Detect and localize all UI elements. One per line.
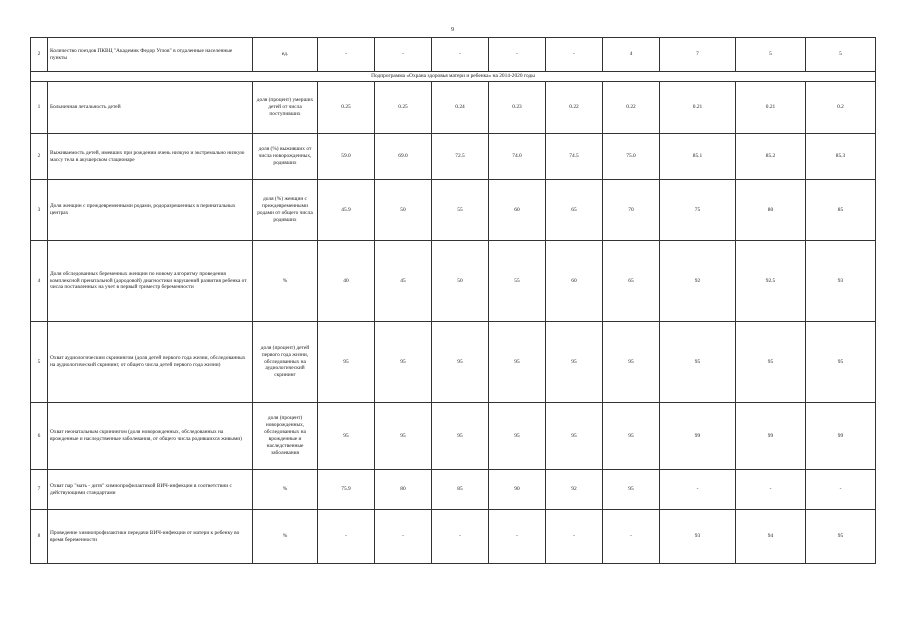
value-cell: 85.2 [736, 134, 806, 180]
value-cell: 75 [660, 180, 736, 241]
table-body [31, 38, 876, 564]
value-cell: 95 [660, 322, 736, 403]
value-cell: 60 [546, 241, 603, 322]
value-cell: - [603, 510, 660, 564]
unit-of-measure: доля (%) женщин с преждевременными родами от общего числа родивших [253, 180, 318, 241]
value-cell: 80 [375, 470, 432, 510]
unit-of-measure: доля (процент) детей первого года жизни, обследованных на аудиологический скрининг [253, 322, 318, 403]
value-cell: 99 [660, 403, 736, 470]
value-cell: 95 [432, 403, 489, 470]
value-cell: 92.5 [736, 241, 806, 322]
value-cell: - [375, 510, 432, 564]
value-cell: 74.5 [546, 134, 603, 180]
value-cell: 50 [375, 180, 432, 241]
table-row [31, 180, 876, 241]
subprogram-row [31, 72, 876, 82]
value-cell: 0.21 [736, 82, 806, 134]
value-cell: 93 [660, 510, 736, 564]
value-cell: 74.0 [489, 134, 546, 180]
document-sheet [30, 37, 876, 564]
value-cell: 85.1 [660, 134, 736, 180]
value-cell: - [660, 470, 736, 510]
value-cell: - [489, 510, 546, 564]
value-cell: - [736, 470, 806, 510]
value-cell: 50 [432, 241, 489, 322]
indicator-name: Выживаемость детей, имевших при рождении очень низкую и экстремально низкую массу тела в акушерском стационаре [48, 134, 253, 180]
value-cell: 5 [736, 38, 806, 72]
value-cell: 95 [806, 510, 876, 564]
value-cell: 95 [318, 403, 375, 470]
value-cell: 0.22 [546, 82, 603, 134]
row-number: 8 [31, 510, 48, 564]
value-cell: 94 [736, 510, 806, 564]
indicator-name: Охват аудиологическим скринингом (доля детей первого года жизни, обследованных на аудиологический скрининг, от общего числа детей первого года жизни) [48, 322, 253, 403]
row-number: 7 [31, 470, 48, 510]
row-number: 6 [31, 403, 48, 470]
value-cell: 93 [806, 241, 876, 322]
unit-of-measure: % [253, 510, 318, 564]
value-cell: - [432, 38, 489, 72]
row-number: 2 [31, 38, 48, 72]
value-cell: 0.22 [603, 82, 660, 134]
value-cell: 95 [375, 322, 432, 403]
indicator-name: Доля обследованных беременных женщин по новому алгоритму проведения комплексной пренатальной (дородовой) диагностики нарушений развития ребенка от числа поставленных на учет в первый триместр беременности [48, 241, 253, 322]
value-cell: 55 [432, 180, 489, 241]
value-cell: 60 [489, 180, 546, 241]
subprogram-title: Подпрограмма «Охрана здоровья матери и ребенка» на 2014-2020 годы [31, 72, 876, 82]
value-cell: - [318, 38, 375, 72]
value-cell: 80 [736, 180, 806, 241]
value-cell: 5 [806, 38, 876, 72]
indicator-name: Охват пар "мать - дитя" химиопрофилактикой ВИЧ-инфекции в соответствии с действующими стандартами [48, 470, 253, 510]
row-number: 5 [31, 322, 48, 403]
table-row [31, 470, 876, 510]
value-cell: 95 [546, 322, 603, 403]
indicator-name: Количество поездов ПКВЦ "Академик Федор Углов" в отдаленные населенные пункты [48, 38, 253, 72]
table-row [31, 510, 876, 564]
value-cell: 99 [806, 403, 876, 470]
value-cell: 0.21 [660, 82, 736, 134]
indicator-name: Больничная летальность детей [48, 82, 253, 134]
table-row [31, 241, 876, 322]
table-row [31, 134, 876, 180]
value-cell: 95 [432, 322, 489, 403]
table-row [31, 82, 876, 134]
page-number: 9 [451, 27, 454, 33]
unit-of-measure: % [253, 470, 318, 510]
row-number: 4 [31, 241, 48, 322]
value-cell: 85 [432, 470, 489, 510]
value-cell: 4 [603, 38, 660, 72]
value-cell: - [546, 510, 603, 564]
indicator-name: Доля женщин с преждевременными родами, родоразрешенных в перинатальных центрах [48, 180, 253, 241]
value-cell: 75.9 [318, 470, 375, 510]
value-cell: 40 [318, 241, 375, 322]
value-cell: 95 [489, 322, 546, 403]
value-cell: 72.5 [432, 134, 489, 180]
table-row [31, 322, 876, 403]
value-cell: 0.25 [375, 82, 432, 134]
value-cell: 92 [660, 241, 736, 322]
value-cell: 59.0 [318, 134, 375, 180]
value-cell: 95 [603, 322, 660, 403]
value-cell: - [806, 470, 876, 510]
value-cell: 65 [546, 180, 603, 241]
unit-of-measure: доля (процент) умерших детей от числа поступивших [253, 82, 318, 134]
row-number: 2 [31, 134, 48, 180]
value-cell: - [489, 38, 546, 72]
value-cell: 92 [546, 470, 603, 510]
value-cell: 90 [489, 470, 546, 510]
value-cell: 85 [806, 180, 876, 241]
unit-of-measure: доля (процент) новорожденных, обследованных на врожденные и наследственные заболевания [253, 403, 318, 470]
value-cell: 95 [806, 322, 876, 403]
value-cell: 0.25 [318, 82, 375, 134]
value-cell: - [375, 38, 432, 72]
value-cell: - [318, 510, 375, 564]
indicator-name: Проведение химиопрофилактики передачи ВИЧ-инфекции от матери к ребенку во время беременности [48, 510, 253, 564]
value-cell: 99 [736, 403, 806, 470]
value-cell: 95 [546, 403, 603, 470]
value-cell: 0.23 [489, 82, 546, 134]
indicators-table [30, 37, 876, 564]
value-cell: 70 [603, 180, 660, 241]
value-cell: 45 [375, 241, 432, 322]
table-row [31, 403, 876, 470]
value-cell: 0.2 [806, 82, 876, 134]
row-number: 3 [31, 180, 48, 241]
value-cell: 7 [660, 38, 736, 72]
row-number: 1 [31, 82, 48, 134]
value-cell: 95 [489, 403, 546, 470]
value-cell: 75.0 [603, 134, 660, 180]
value-cell: 95 [603, 470, 660, 510]
unit-of-measure: % [253, 241, 318, 322]
value-cell: 85.3 [806, 134, 876, 180]
value-cell: 55 [489, 241, 546, 322]
value-cell: - [432, 510, 489, 564]
table-row [31, 38, 876, 72]
value-cell: - [546, 38, 603, 72]
value-cell: 95 [736, 322, 806, 403]
value-cell: 45.9 [318, 180, 375, 241]
unit-of-measure: доля (%) выживших от числа новорожденных, родивших [253, 134, 318, 180]
value-cell: 95 [603, 403, 660, 470]
indicator-name: Охват неонатальным скринингом (доля новорожденных, обследованных на врожденные и наследственные заболевания, от общего числа родившихся живыми) [48, 403, 253, 470]
value-cell: 65 [603, 241, 660, 322]
value-cell: 0.24 [432, 82, 489, 134]
unit-of-measure: ед. [253, 38, 318, 72]
value-cell: 95 [375, 403, 432, 470]
value-cell: 69.0 [375, 134, 432, 180]
value-cell: 95 [318, 322, 375, 403]
